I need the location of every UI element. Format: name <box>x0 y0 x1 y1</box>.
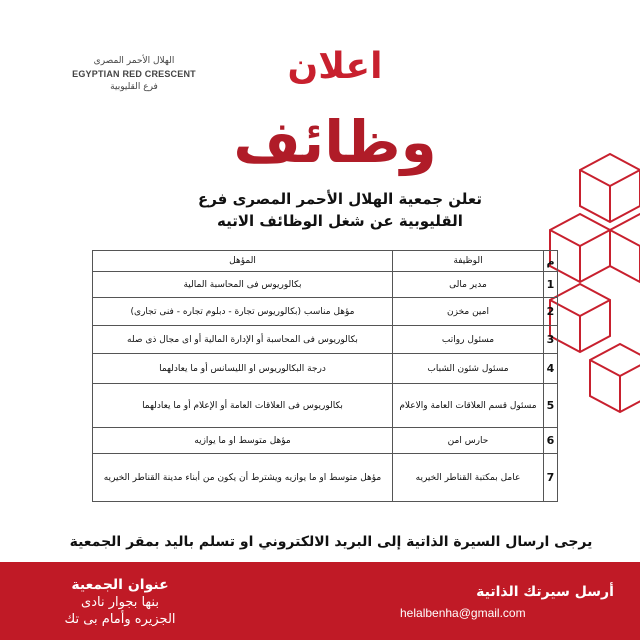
intro-text <box>190 188 490 232</box>
crescent-icon <box>10 36 70 116</box>
jobs-table <box>92 250 558 502</box>
row-number: 6 <box>544 428 558 454</box>
row-job: مدير مالى <box>393 272 544 298</box>
logo-name-arabic: الهلال الأحمر المصرى <box>93 56 175 66</box>
table-row <box>93 298 558 326</box>
address-title: عنوان الجمعية <box>71 577 169 593</box>
table-row <box>93 428 558 454</box>
row-qualification: مؤهل مناسب (بكالوريوس تجارة - دبلوم تجاره - فنى تجارى) <box>93 298 393 326</box>
table-header-row <box>93 251 558 272</box>
row-number: 5 <box>544 384 558 428</box>
row-qualification: بكالوريوس فى العلاقات العامة أو الإعلام أو ما يعادلهما <box>93 384 393 428</box>
row-number: 7 <box>544 454 558 502</box>
email-link[interactable]: helalbenha@gmail.com <box>400 606 526 620</box>
row-number: 3 <box>544 326 558 354</box>
row-job: حارس امن <box>393 428 544 454</box>
header-job: الوظيفة <box>393 251 544 272</box>
cv-instruction: يرجى ارسال السيرة الذاتية إلى البريد الالكتروني او تسلم باليد بمقر الجمعية <box>69 534 593 550</box>
table-row <box>93 454 558 502</box>
header-qualification: المؤهل <box>93 251 393 272</box>
row-qualification: درجة البكالوريوس او الليسانس أو ما يعادلهما <box>93 354 393 384</box>
table-row <box>93 272 558 298</box>
cv-label: أرسل سيرتك الذاتية <box>476 584 614 600</box>
row-number: 2 <box>544 298 558 326</box>
row-number: 4 <box>544 354 558 384</box>
footer-bar <box>0 562 640 640</box>
footer-cv-section <box>400 582 620 622</box>
address-line-1: بنها بجوار نادى <box>81 595 159 610</box>
logo-name-english: EGYPTIAN RED CRESCENT <box>72 69 196 79</box>
announcement-title: اعلان <box>287 46 383 87</box>
footer-address-section <box>40 576 200 628</box>
row-qualification: مؤهل متوسط او ما يوازيه ويشترط أن يكون من أبناء مدينة القناطر الخيريه <box>93 454 393 502</box>
row-job: عامل بمكتبة القناطر الخيريه <box>393 454 544 502</box>
table-row <box>93 384 558 428</box>
header-number: م <box>544 251 558 272</box>
address-line-2: الجزيره وأمام بى تك <box>64 612 176 627</box>
red-crescent-logo <box>10 36 200 116</box>
table-row <box>93 354 558 384</box>
jobs-title: وظائف <box>233 108 437 176</box>
table-row <box>93 326 558 354</box>
row-qualification: مؤهل متوسط او ما يوازيه <box>93 428 393 454</box>
row-number: 1 <box>544 272 558 298</box>
row-job: مسئول شئون الشباب <box>393 354 544 384</box>
row-qualification: بكالوريوس فى المحاسبة أو الإدارة المالية أو اى مجال ذى صله <box>93 326 393 354</box>
row-job: مسئول قسم العلاقات العامة والاعلام <box>393 384 544 428</box>
row-job: امين مخزن <box>393 298 544 326</box>
row-job: مسئول رواتب <box>393 326 544 354</box>
row-qualification: بكالوريوس فى المحاسبة المالية <box>93 272 393 298</box>
logo-branch-arabic: فرع القليوبية <box>110 82 158 92</box>
intro-line-1: تعلن جمعية الهلال الأحمر المصرى فرع <box>197 190 483 208</box>
intro-line-2: القليوبية عن شغل الوظائف الاتيه <box>217 212 463 230</box>
